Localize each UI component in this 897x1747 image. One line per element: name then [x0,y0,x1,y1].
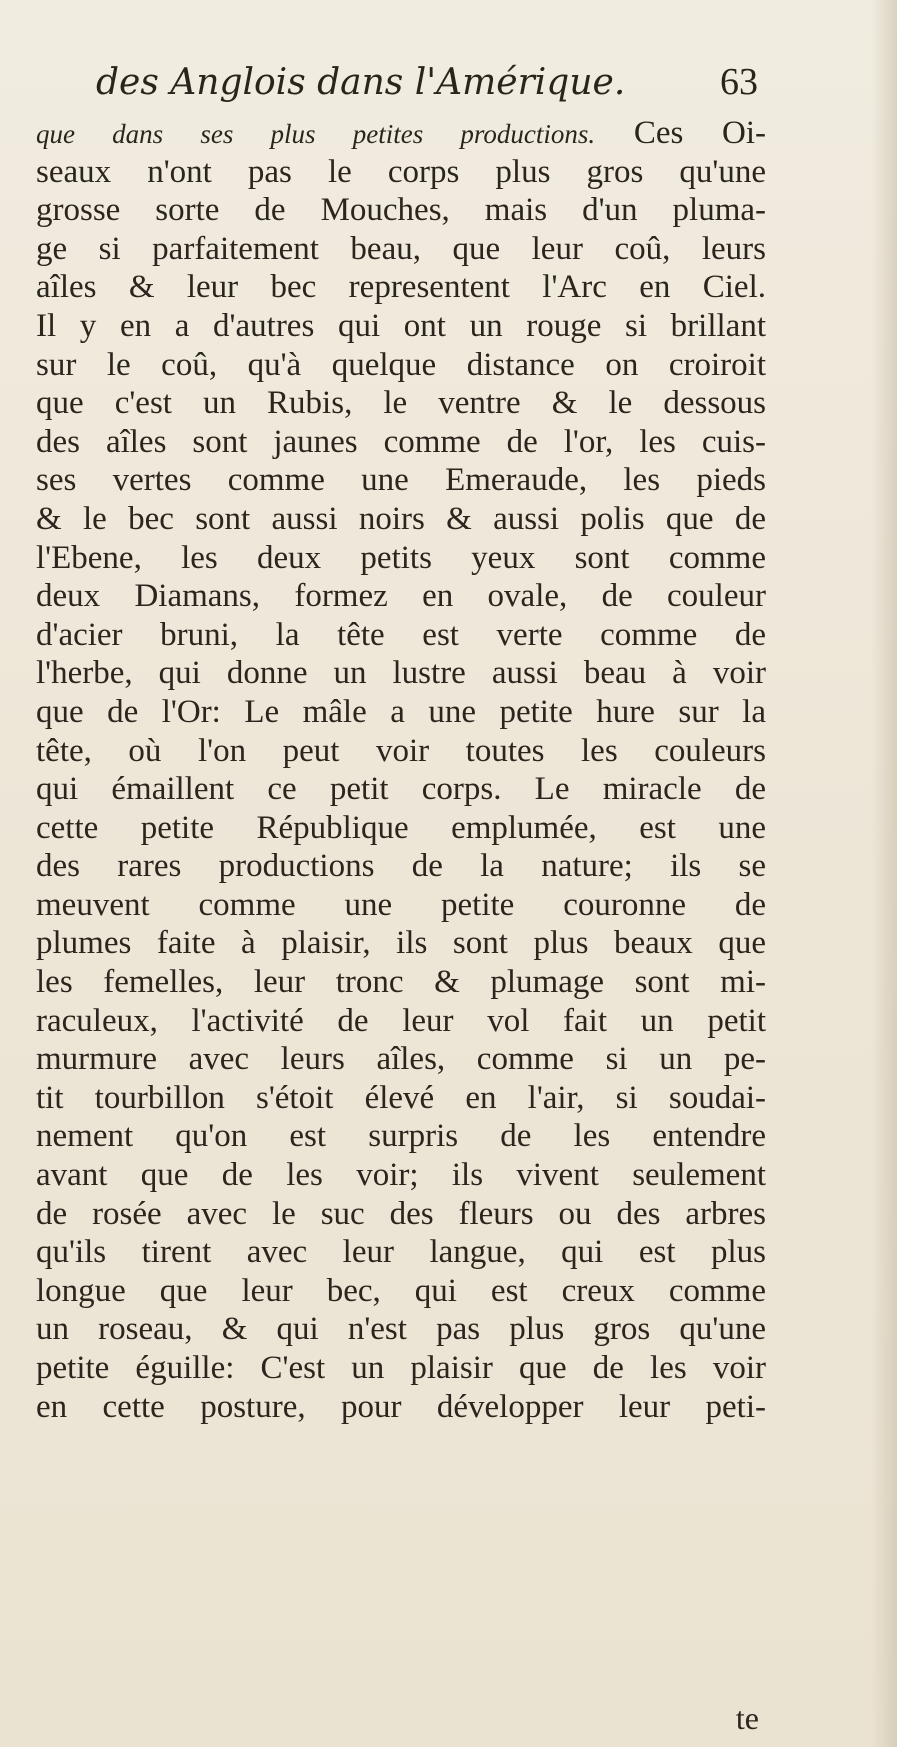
text-line: que c'est un Rubis, le ventre & le dessous [36,385,766,422]
text-line: petite éguille: C'est un plaisir que de les voir [36,1350,766,1386]
text-line: plumes faite à plaisir, ils sont plus beaux que [36,925,766,962]
text-line: tête, où l'on peut voir toutes les couleurs [36,732,766,769]
text-line: avant que de les voir; ils vivent seulement [36,1157,766,1194]
text-line: aîles & leur bec representent l'Arc en Ciel. [36,269,766,306]
text-line: deux Diamans, formez en ovale, de couleur [36,578,766,615]
text-line: que de l'Or: Le mâle a une petite hure sur la [36,693,766,730]
text-line: meuvent comme une petite couronne de [36,886,766,923]
text-line: des aîles sont jaunes comme de l'or, les cuis- [36,423,766,460]
text-line: sur le coû, qu'à quelque distance on croiroit [36,346,766,383]
first-line-rest: Ces Oi- [633,115,766,151]
text-line: tit tourbillon s'étoit élevé en l'air, si soudai- [36,1079,766,1116]
text-line: en cette posture, pour développer leur peti- [36,1388,766,1425]
text-line: longue que leur bec, qui est creux comme [36,1272,766,1309]
italic-lead: que dans ses plus petites productions. [36,119,596,149]
text-line [36,114,766,153]
text-line: de rosée avec le suc des fleurs ou des arbres [36,1195,766,1232]
text-line: ses vertes comme une Emeraude, les pieds [36,462,766,499]
page-header [96,52,758,116]
body-text [36,114,766,1426]
text-line: l'herbe, qui donne un lustre aussi beau à voir [36,655,766,692]
catchword: te [735,1700,759,1736]
text-line: & le bec sont aussi noirs & aussi polis que de [36,500,766,537]
running-title: des Anglois dans l'Amérique. [96,62,626,103]
page-number: 63 [720,61,758,103]
text-line: seaux n'ont pas le corps plus gros qu'une [36,153,766,190]
text-lines [36,153,766,1427]
text-line: l'Ebene, les deux petits yeux sont comme [36,539,766,576]
text-line: grosse sorte de Mouches, mais d'un pluma- [36,192,766,229]
text-line: cette petite République emplumée, est une [36,809,766,846]
text-line: qu'ils tirent avec leur langue, qui est plus [36,1234,766,1271]
text-line: des rares productions de la nature; ils se [36,848,766,885]
text-line: Il y en a d'autres qui ont un rouge si brillant [36,307,766,344]
text-line: ge si parfaitement beau, que leur coû, leurs [36,230,766,267]
text-line: raculeux, l'activité de leur vol fait un petit [36,1002,766,1039]
text-line: un roseau, & qui n'est pas plus gros qu'une [36,1311,766,1348]
text-line: nement qu'on est surpris de les entendre [36,1118,766,1155]
text-line: qui émaillent ce petit corps. Le miracle de [36,771,766,808]
text-line: murmure avec leurs aîles, comme si un pe- [36,1041,766,1078]
text-line: d'acier bruni, la tête est verte comme de [36,616,766,653]
text-line: les femelles, leur tronc & plumage sont mi- [36,964,766,1001]
